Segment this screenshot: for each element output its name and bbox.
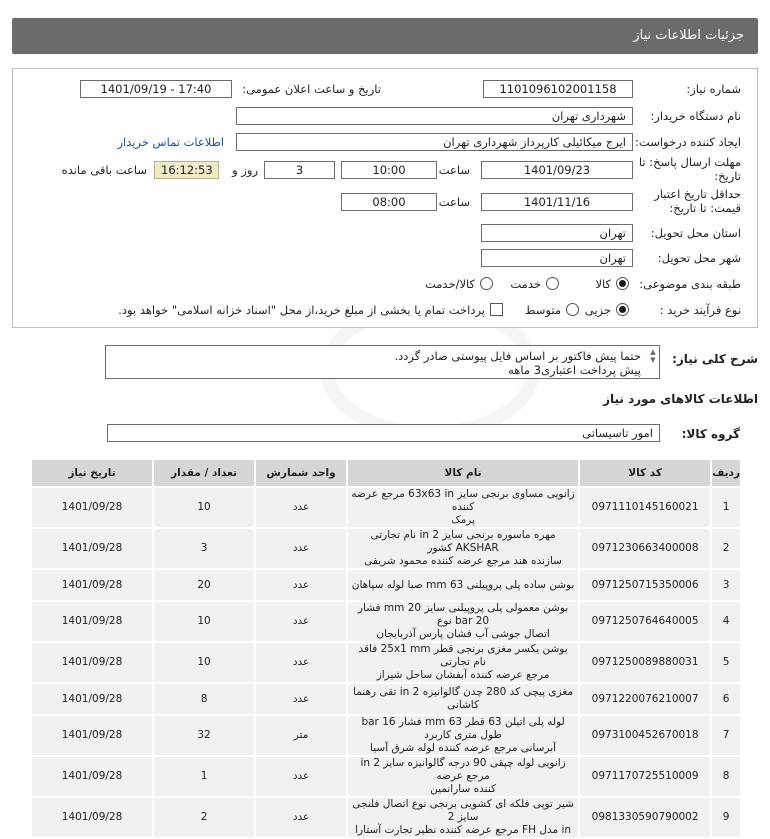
cell-name-line1: مغزی پیچی کد 280 چدن گالوانیزه 2 in تقی رهنما کاشانی bbox=[353, 686, 574, 711]
col-qty: تعداد / مقدار bbox=[154, 460, 254, 486]
cell-name bbox=[348, 488, 578, 527]
cell-name bbox=[348, 570, 578, 600]
days-and-label: روز و bbox=[232, 163, 258, 177]
category-radio-service[interactable] bbox=[546, 277, 559, 290]
cell-date: 1401/09/28 bbox=[32, 570, 152, 600]
cell-code: 0971110145160021 bbox=[580, 488, 710, 527]
cell-name-line2: پرمک bbox=[451, 514, 475, 526]
treasury-checkbox[interactable] bbox=[490, 303, 503, 316]
reply-deadline-label-line2: تاریخ: bbox=[714, 169, 741, 183]
cell-index: 1 bbox=[712, 488, 740, 527]
cell-name-line1: بوشن معمولی پلی پروپیلنی سایز 20 mm فشار 20 bar نوع bbox=[357, 602, 569, 627]
category-option-goods: کالا bbox=[595, 277, 611, 291]
treasury-note: پرداخت تمام یا بخشی از مبلغ خرید،از محل "اسناد خزانه اسلامی" خواهد بود. bbox=[118, 303, 485, 317]
col-name: نام کالا bbox=[348, 460, 578, 486]
cell-qty: 10 bbox=[154, 602, 254, 641]
cell-index: 8 bbox=[712, 757, 740, 796]
cell-code: 0971250764640005 bbox=[580, 602, 710, 641]
cell-name-line2: in مدل FH مرجع عرضه کننده نظیر تجارت آستارا bbox=[355, 824, 572, 836]
validity-date-field: 1401/11/16 bbox=[481, 193, 633, 211]
cell-name bbox=[348, 684, 578, 714]
general-desc-label: شرح کلی نیاز: bbox=[672, 352, 758, 366]
cell-name-line2: اتصال جوشی آب فشان پارس آذربایجان bbox=[376, 628, 550, 640]
cell-unit: عدد bbox=[256, 643, 346, 682]
cell-name bbox=[348, 798, 578, 837]
cell-index: 3 bbox=[712, 570, 740, 600]
cell-date: 1401/09/28 bbox=[32, 529, 152, 568]
table-header-row bbox=[32, 460, 740, 486]
cell-qty: 10 bbox=[154, 488, 254, 527]
cell-qty: 10 bbox=[154, 643, 254, 682]
announce-datetime-field: 1401/09/19 - 17:40 bbox=[80, 80, 232, 98]
category-option-goods-service: کالا/خدمت bbox=[424, 277, 475, 291]
reply-time-field: 10:00 bbox=[341, 161, 437, 179]
cell-code: 0971250715350006 bbox=[580, 570, 710, 600]
cell-code: 0973100452670018 bbox=[580, 716, 710, 755]
category-label: طبقه بندی موضوعی: bbox=[639, 277, 741, 291]
table-row[interactable] bbox=[32, 684, 740, 714]
cell-name-line1: مهره ماسوره برنجی سایز 2 in نام تجارتی AKSHAR کشور bbox=[370, 529, 556, 554]
delivery-city-label: شهر محل تحویل: bbox=[657, 251, 741, 265]
cell-unit: عدد bbox=[256, 488, 346, 527]
page-title: جزئیات اطلاعات نیاز bbox=[12, 18, 758, 54]
cell-qty: 8 bbox=[154, 684, 254, 714]
cell-unit: عدد bbox=[256, 798, 346, 837]
cell-date: 1401/09/28 bbox=[32, 757, 152, 796]
remaining-time-field: 16:12:53 bbox=[154, 161, 219, 179]
cell-qty: 3 bbox=[154, 529, 254, 568]
min-validity-label-line2: قیمت: تا تاریخ: bbox=[669, 201, 741, 215]
cell-code: 0971220076210007 bbox=[580, 684, 710, 714]
process-option-medium: متوسط bbox=[524, 303, 561, 317]
announce-datetime-label: تاریخ و ساعت اعلان عمومی: bbox=[242, 82, 381, 96]
cell-date: 1401/09/28 bbox=[32, 716, 152, 755]
delivery-province-label: استان محل تحویل: bbox=[650, 226, 741, 240]
remaining-label: ساعت باقی مانده bbox=[61, 163, 147, 177]
category-option-service: خدمت bbox=[510, 277, 541, 291]
table-row[interactable] bbox=[32, 716, 740, 755]
goods-group-field: امور تاسیساتی bbox=[107, 424, 660, 442]
cell-qty: 1 bbox=[154, 757, 254, 796]
cell-name bbox=[348, 602, 578, 641]
cell-index: 2 bbox=[712, 529, 740, 568]
cell-qty: 32 bbox=[154, 716, 254, 755]
cell-unit: عدد bbox=[256, 602, 346, 641]
cell-qty: 20 bbox=[154, 570, 254, 600]
cell-code: 0971170725510009 bbox=[580, 757, 710, 796]
desc-line-1: حتما پیش فاکتور بر اساس فایل پیوستی صادر گردد. bbox=[394, 349, 641, 363]
category-radio-goods[interactable] bbox=[616, 277, 629, 290]
scroll-arrows-icon[interactable]: ▲ ▼ bbox=[650, 348, 656, 364]
goods-info-title: اطلاعات کالاهای مورد نیاز bbox=[603, 392, 758, 406]
cell-date: 1401/09/28 bbox=[32, 488, 152, 527]
table-row[interactable] bbox=[32, 757, 740, 796]
requester-field: ایرج میکائیلی کارپرداز شهرداری تهران bbox=[236, 133, 633, 151]
reply-deadline-label bbox=[639, 155, 741, 183]
cell-name-line1: لوله پلی اتیلن 63 قطر 63 mm فشار 16 bar طول متری کاربرد bbox=[361, 716, 565, 741]
contact-buyer-link[interactable]: اطلاعات تماس خریدار bbox=[117, 135, 224, 149]
cell-name bbox=[348, 716, 578, 755]
buyer-org-label: نام دستگاه خریدار: bbox=[650, 109, 741, 123]
cell-index: 4 bbox=[712, 602, 740, 641]
delivery-city-field: تهران bbox=[481, 249, 633, 267]
cell-index: 7 bbox=[712, 716, 740, 755]
need-number-label: شماره نیاز: bbox=[686, 82, 741, 96]
cell-date: 1401/09/28 bbox=[32, 643, 152, 682]
table-row[interactable] bbox=[32, 602, 740, 641]
col-unit: واحد شمارش bbox=[256, 460, 346, 486]
goods-table-body bbox=[32, 488, 740, 837]
goods-group-label: گروه کالا: bbox=[681, 427, 740, 441]
col-index: ردیف bbox=[712, 460, 740, 486]
days-field: 3 bbox=[264, 161, 335, 179]
validity-time-label: ساعت bbox=[438, 195, 470, 209]
goods-table bbox=[30, 458, 742, 839]
cell-unit: عدد bbox=[256, 757, 346, 796]
cell-unit: عدد bbox=[256, 529, 346, 568]
cell-date: 1401/09/28 bbox=[32, 602, 152, 641]
cell-code: 0981330590790002 bbox=[580, 798, 710, 837]
cell-unit: عدد bbox=[256, 684, 346, 714]
cell-qty: 2 bbox=[154, 798, 254, 837]
cell-name bbox=[348, 643, 578, 682]
reply-deadline-label-line1: مهلت ارسال پاسخ: تا bbox=[638, 155, 741, 169]
reply-time-label: ساعت bbox=[438, 163, 470, 177]
cell-name-line2: آبرسانی مرجع عرضه کننده لوله شرق آسیا bbox=[370, 742, 557, 754]
process-option-minor: جزیی bbox=[584, 303, 611, 317]
requester-label: ایجاد کننده درخواست: bbox=[635, 135, 741, 149]
table-row[interactable] bbox=[32, 798, 740, 837]
min-validity-label-line1: حداقل تاریخ اعتبار bbox=[654, 187, 741, 201]
cell-code: 0971230663400008 bbox=[580, 529, 710, 568]
cell-index: 6 bbox=[712, 684, 740, 714]
cell-name bbox=[348, 529, 578, 568]
delivery-province-field: تهران bbox=[481, 224, 633, 242]
general-desc-box bbox=[105, 345, 660, 379]
cell-index: 9 bbox=[712, 798, 740, 837]
cell-date: 1401/09/28 bbox=[32, 684, 152, 714]
col-code: کد کالا bbox=[580, 460, 710, 486]
validity-time-field: 08:00 bbox=[341, 193, 437, 211]
cell-name-line2: کننده سارانمین bbox=[430, 783, 496, 795]
cell-date: 1401/09/28 bbox=[32, 798, 152, 837]
need-info-panel bbox=[12, 68, 758, 328]
cell-code: 0971250089880031 bbox=[580, 643, 710, 682]
cell-name-line2: مرجع عرضه کننده آبفشان ساحل شیراز bbox=[376, 669, 550, 681]
cell-name-line1: بوشن ساده پلی پروپیلنی 63 mm صبا لوله سپاهان bbox=[351, 578, 575, 591]
table-row[interactable] bbox=[32, 529, 740, 568]
cell-name-line2: سازنده هند مرجع عرضه کننده محمود شریفی bbox=[364, 555, 562, 567]
desc-line-2: پیش پرداخت اعتباری3 ماهه bbox=[508, 363, 641, 377]
process-radio-medium[interactable] bbox=[566, 303, 579, 316]
table-row[interactable] bbox=[32, 570, 740, 600]
min-validity-label bbox=[654, 187, 741, 215]
cell-name-line1: شیر توپی فلکه ای کشویی برنجی نوع اتصال فلنجی سایز 2 bbox=[352, 798, 574, 823]
cell-unit: عدد bbox=[256, 570, 346, 600]
col-date: تاریخ نیاز bbox=[32, 460, 152, 486]
cell-index: 5 bbox=[712, 643, 740, 682]
cell-name-line1: زانویی مساوی برنجی سایز 63x63 in مرجع عرضه کننده bbox=[351, 488, 575, 513]
header bbox=[0, 0, 770, 53]
cell-unit: متر bbox=[256, 716, 346, 755]
category-radio-goods-service[interactable] bbox=[480, 277, 493, 290]
buyer-org-field: شهرداری تهران bbox=[236, 107, 633, 125]
table-row[interactable] bbox=[32, 643, 740, 682]
cell-name bbox=[348, 757, 578, 796]
cell-name-line1: بوشن یکسر مغزی برنجی قطر 25x1 mm فاقد نام تجارتی bbox=[358, 643, 568, 668]
need-number-field: 1101096102001158 bbox=[483, 80, 633, 98]
reply-date-field: 1401/09/23 bbox=[481, 161, 633, 179]
table-row[interactable] bbox=[32, 488, 740, 527]
cell-name-line1: زانویی لوله چپقی 90 درجه گالوانیزه سایز 2 in مرجع عرضه bbox=[360, 757, 566, 782]
process-type-label: نوع فرآیند خرید : bbox=[659, 303, 741, 317]
process-radio-minor[interactable] bbox=[616, 303, 629, 316]
